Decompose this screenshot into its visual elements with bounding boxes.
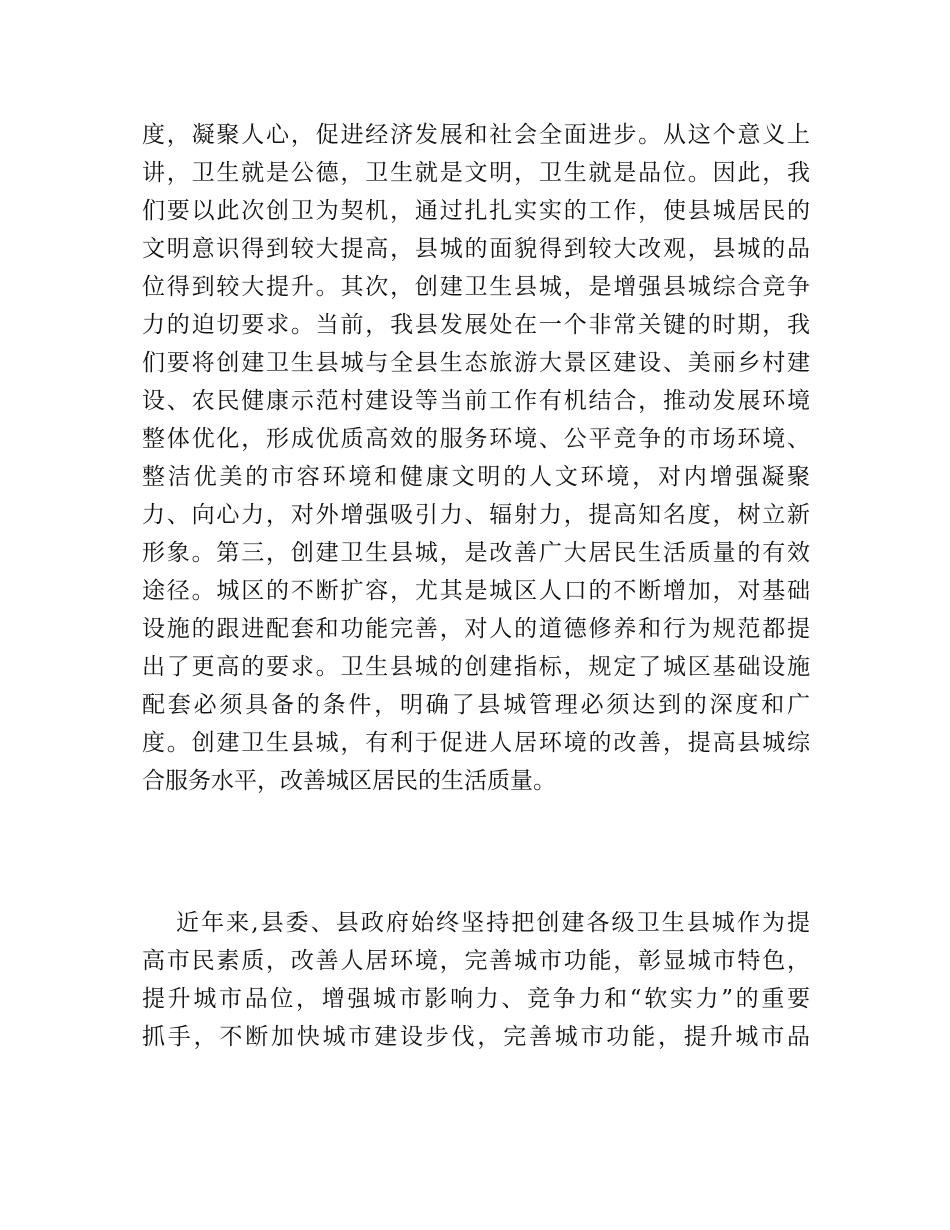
text-line: 度。创建卫生县城，有利于促进人居环境的改善，提高县城综: [142, 730, 810, 756]
text-line: 出了更高的要求。卫生县城的创建指标，规定了城区基础设施: [142, 654, 810, 680]
text-line: 形象。第三，创建卫生县城，是改善广大居民生活质量的有效: [142, 540, 810, 566]
text-line: 配套必须具备的条件，明确了县城管理必须达到的深度和广: [142, 692, 810, 718]
text-line: 高市民素质，改善人居环境，完善城市功能，彰显城市特色，: [142, 948, 810, 974]
text-line: 整体优化，形成优质高效的服务环境、公平竞争的市场环境、: [142, 426, 810, 452]
text-line: 位得到较大提升。其次，创建卫生县城，是增强县城综合竞争: [142, 274, 810, 300]
text-line: 力、向心力，对外增强吸引力、辐射力，提高知名度，树立新: [142, 502, 810, 528]
text-line: 力的迫切要求。当前，我县发展处在一个非常关键的时期，我: [142, 312, 810, 338]
text-line: 设施的跟进配套和功能完善，对人的道德修养和行为规范都提: [142, 616, 810, 642]
text-line: 近年来,县委、县政府始终坚持把创建各级卫生县城作为提: [176, 910, 810, 936]
text-line: 文明意识得到较大提高，县城的面貌得到较大改观，县城的品: [142, 236, 810, 262]
text-line: 提升城市品位，增强城市影响力、竞争力和“软实力”的重要: [142, 986, 810, 1012]
text-line: 抓手，不断加快城市建设步伐，完善城市功能，提升城市品: [142, 1024, 810, 1050]
text-line: 合服务水平，改善城区居民的生活质量。: [142, 768, 556, 794]
text-line: 们要以此次创卫为契机，通过扎扎实实的工作，使县城居民的: [142, 198, 810, 224]
text-line: 讲，卫生就是公德，卫生就是文明，卫生就是品位。因此，我: [142, 160, 810, 186]
text-line: 整洁优美的市容环境和健康文明的人文环境，对内增强凝聚: [142, 464, 810, 490]
text-line: 设、农民健康示范村建设等当前工作有机结合，推动发展环境: [142, 388, 810, 414]
text-line: 度，凝聚人心，促进经济发展和社会全面进步。从这个意义上: [142, 122, 810, 148]
text-line: 们要将创建卫生县城与全县生态旅游大景区建设、美丽乡村建: [142, 350, 810, 376]
text-line: 途径。城区的不断扩容，尤其是城区人口的不断增加，对基础: [142, 578, 810, 604]
